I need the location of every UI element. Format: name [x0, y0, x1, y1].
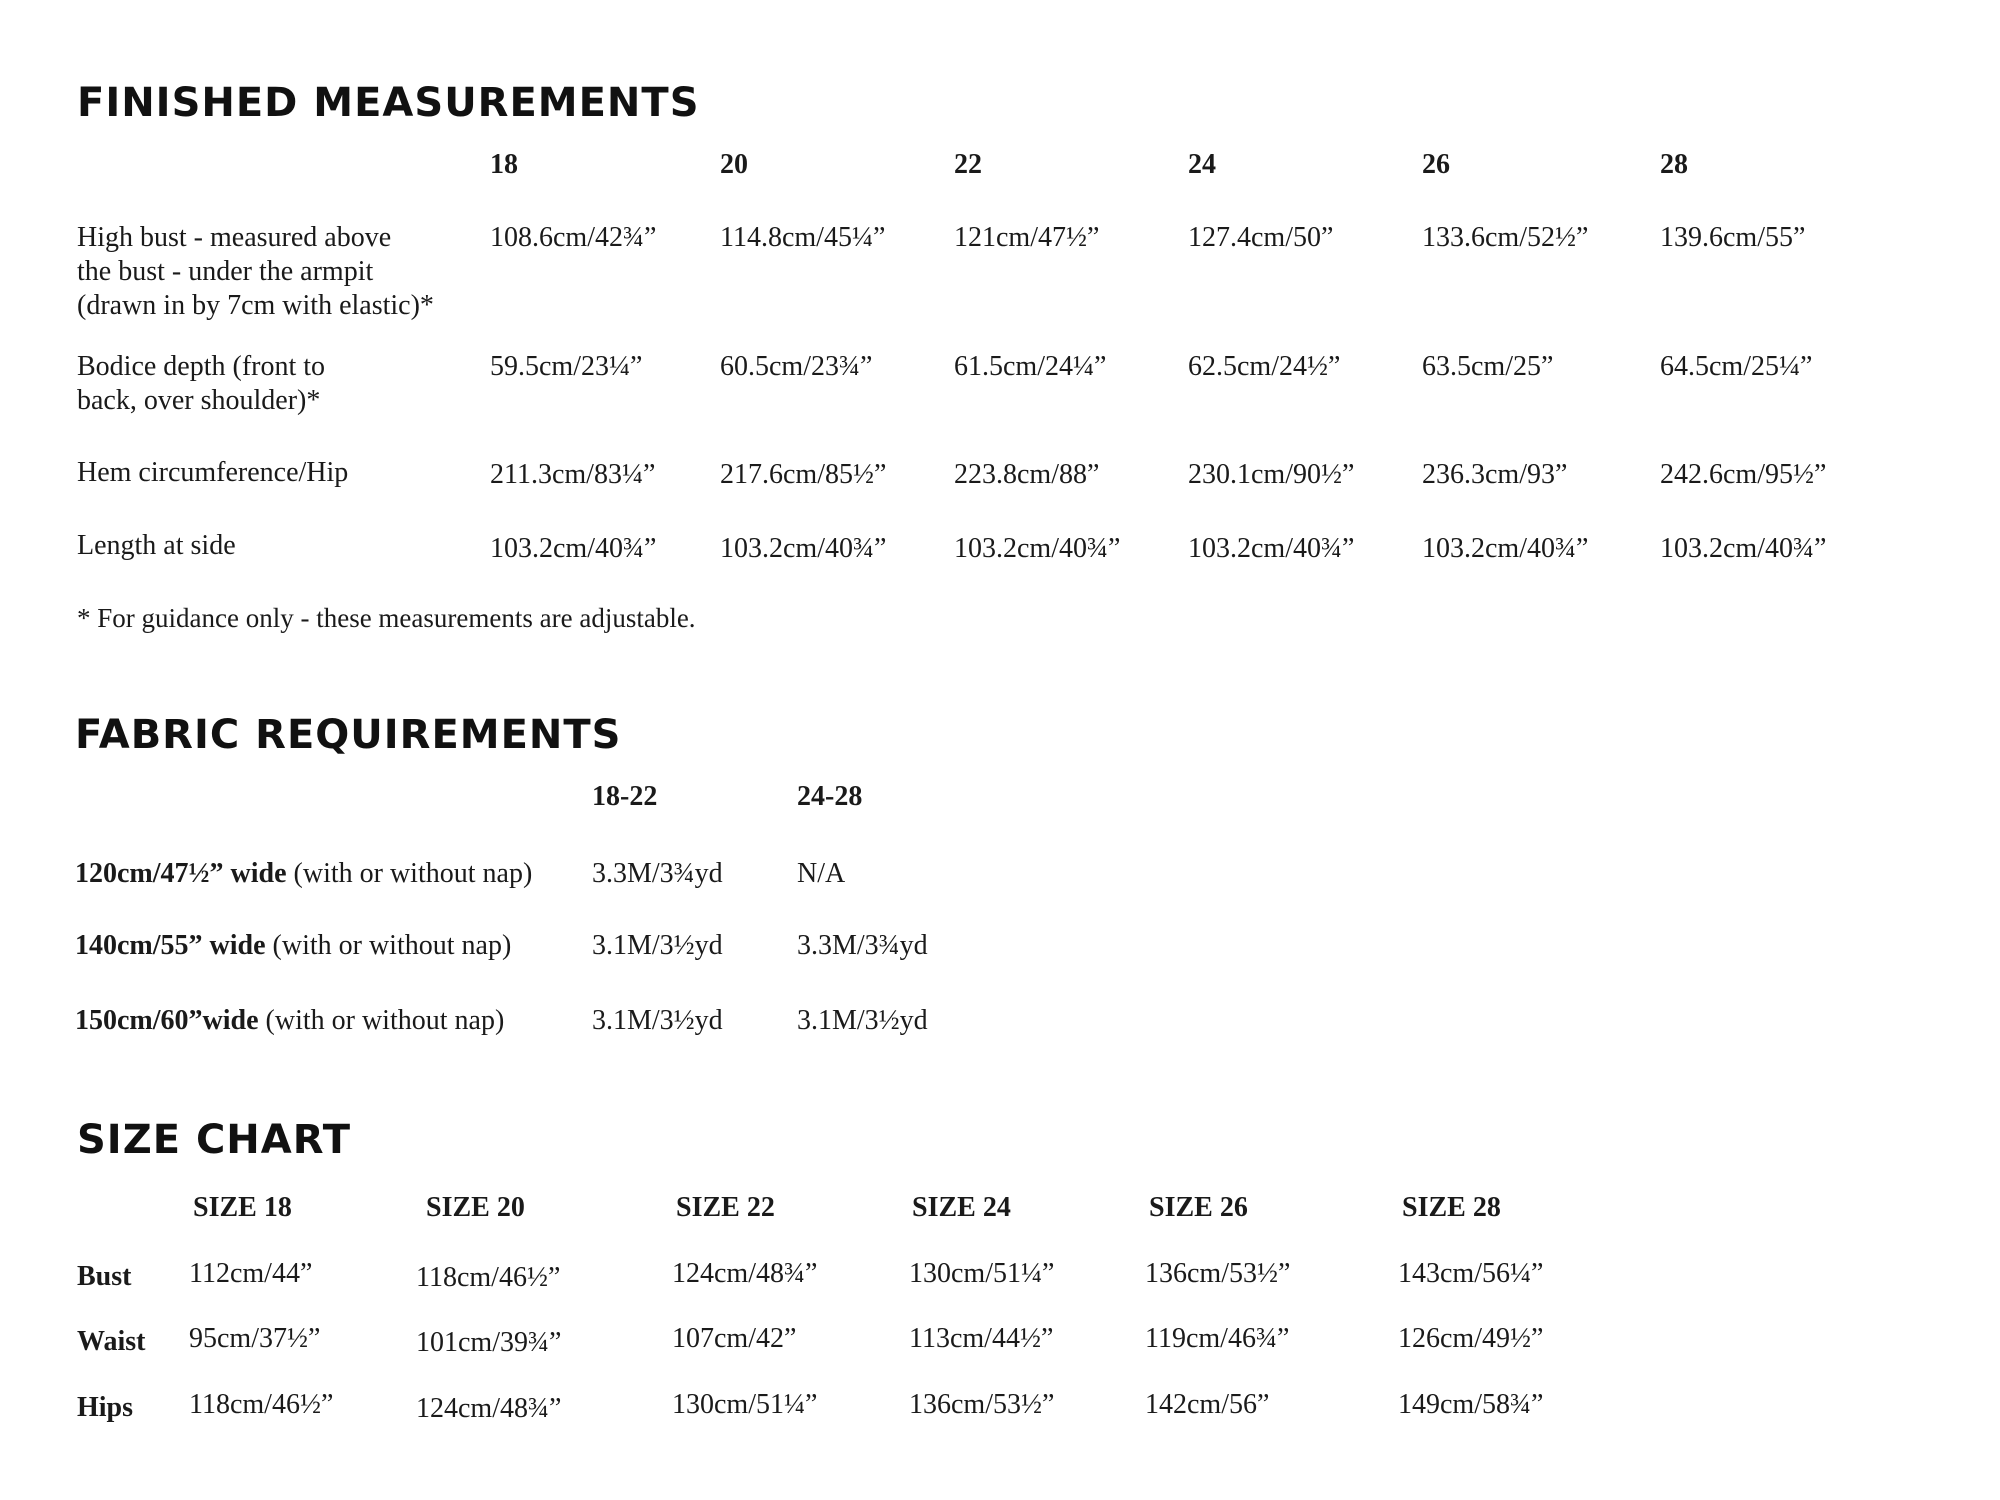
fabric-nap-note: (with or without nap): [265, 1005, 505, 1036]
fabric-width: 120cm/47½” wide: [75, 858, 287, 889]
sc-row-label-hips: Hips: [77, 1392, 134, 1423]
sc-cell: 124cm/48¾”: [416, 1393, 562, 1424]
fabric-cell: 3.1M/3½yd: [592, 1005, 723, 1036]
fm-cell: 103.2cm/40¾”: [1188, 533, 1355, 564]
sc-cell: 126cm/49½”: [1398, 1323, 1544, 1354]
fm-size-22: 22: [954, 149, 982, 180]
sc-cell: 101cm/39¾”: [416, 1327, 562, 1358]
sc-cell: 149cm/58¾”: [1398, 1389, 1544, 1420]
label-line: Length at side: [77, 530, 236, 561]
fm-size-20: 20: [720, 149, 748, 180]
fm-cell: 242.6cm/95½”: [1660, 459, 1827, 490]
fm-cell: 103.2cm/40¾”: [490, 533, 657, 564]
fm-cell: 59.5cm/23¼”: [490, 351, 643, 382]
sc-cell: 95cm/37½”: [189, 1323, 321, 1354]
sc-size-20: SIZE 20: [426, 1192, 525, 1223]
fabric-cell: N/A: [797, 858, 846, 889]
fabric-cell: 3.3M/3¾yd: [592, 858, 723, 889]
fm-cell: 108.6cm/42¾”: [490, 222, 657, 253]
fm-row-label-bodice-depth: [77, 350, 325, 418]
sc-size-22: SIZE 22: [676, 1192, 775, 1223]
label-line: High bust - measured above: [77, 222, 392, 253]
sc-cell: 143cm/56¼”: [1398, 1258, 1544, 1289]
fm-cell: 114.8cm/45¼”: [720, 222, 886, 253]
fabric-row-label: [75, 1004, 504, 1038]
fabric-row-label: [75, 857, 532, 891]
fabric-nap-note: (with or without nap): [272, 930, 512, 961]
fabric-size-group-18-22: 18-22: [592, 781, 658, 812]
fabric-size-group-24-28: 24-28: [797, 781, 863, 812]
sc-size-26: SIZE 26: [1149, 1192, 1248, 1223]
label-line: back, over shoulder)*: [77, 385, 321, 416]
fm-footnote: * For guidance only - these measurements are adjustable.: [77, 603, 696, 633]
fm-cell: 103.2cm/40¾”: [1660, 533, 1827, 564]
sc-size-18: SIZE 18: [193, 1192, 292, 1223]
label-line: the bust - under the armpit: [77, 256, 374, 287]
fm-row-label-high-bust: [77, 221, 434, 323]
fm-cell: 139.6cm/55”: [1660, 222, 1806, 253]
sc-cell: 112cm/44”: [189, 1258, 313, 1289]
fm-cell: 103.2cm/40¾”: [954, 533, 1121, 564]
sc-cell: 107cm/42”: [672, 1323, 797, 1354]
sc-size-28: SIZE 28: [1402, 1192, 1501, 1223]
fm-cell: 211.3cm/83¼”: [490, 459, 656, 490]
fm-cell: 103.2cm/40¾”: [720, 533, 887, 564]
sc-row-label-waist: Waist: [77, 1326, 146, 1357]
sc-cell: 119cm/46¾”: [1145, 1323, 1290, 1354]
fm-cell: 223.8cm/88”: [954, 459, 1100, 490]
label-line: (drawn in by 7cm with elastic)*: [77, 290, 434, 321]
fm-cell: 103.2cm/40¾”: [1422, 533, 1589, 564]
fm-cell: 62.5cm/24½”: [1188, 351, 1341, 382]
fm-cell: 63.5cm/25”: [1422, 351, 1554, 382]
label-line: Bodice depth (front to: [77, 351, 326, 382]
fm-cell: 61.5cm/24¼”: [954, 351, 1107, 382]
fm-row-label-length: [77, 529, 236, 563]
fabric-cell: 3.1M/3½yd: [592, 930, 723, 961]
fm-cell: 236.3cm/93”: [1422, 459, 1568, 490]
sc-row-label-bust: Bust: [77, 1261, 132, 1292]
sc-cell: 142cm/56”: [1145, 1389, 1270, 1420]
fm-cell: 64.5cm/25¼”: [1660, 351, 1813, 382]
fm-cell: 127.4cm/50”: [1188, 222, 1334, 253]
fm-size-26: 26: [1422, 149, 1450, 180]
sc-cell: 136cm/53½”: [909, 1389, 1055, 1420]
fabric-requirements-title: FABRIC REQUIREMENTS: [75, 712, 622, 758]
label-line: Hem circumference/Hip: [77, 457, 349, 488]
fabric-width: 150cm/60”wide: [75, 1005, 259, 1036]
size-chart-title: SIZE CHART: [77, 1117, 352, 1163]
fm-cell: 133.6cm/52½”: [1422, 222, 1589, 253]
finished-measurements-title: FINISHED MEASUREMENTS: [77, 80, 700, 126]
sc-size-24: SIZE 24: [912, 1192, 1011, 1223]
fabric-nap-note: (with or without nap): [293, 858, 533, 889]
fabric-width: 140cm/55” wide: [75, 930, 266, 961]
fm-cell: 230.1cm/90½”: [1188, 459, 1355, 490]
fm-cell: 121cm/47½”: [954, 222, 1100, 253]
sc-cell: 124cm/48¾”: [672, 1258, 818, 1289]
sc-cell: 118cm/46½”: [416, 1262, 561, 1293]
fabric-cell: 3.1M/3½yd: [797, 1005, 928, 1036]
sc-cell: 130cm/51¼”: [909, 1258, 1055, 1289]
fabric-row-label: [75, 929, 511, 963]
sc-cell: 118cm/46½”: [189, 1389, 334, 1420]
fm-size-28: 28: [1660, 149, 1688, 180]
fm-cell: 60.5cm/23¾”: [720, 351, 873, 382]
sc-cell: 136cm/53½”: [1145, 1258, 1291, 1289]
fm-size-18: 18: [490, 149, 518, 180]
sc-cell: 113cm/44½”: [909, 1323, 1054, 1354]
fm-size-24: 24: [1188, 149, 1216, 180]
fm-row-label-hem: [77, 456, 348, 490]
sc-cell: 130cm/51¼”: [672, 1389, 818, 1420]
fabric-cell: 3.3M/3¾yd: [797, 930, 928, 961]
fm-cell: 217.6cm/85½”: [720, 459, 887, 490]
